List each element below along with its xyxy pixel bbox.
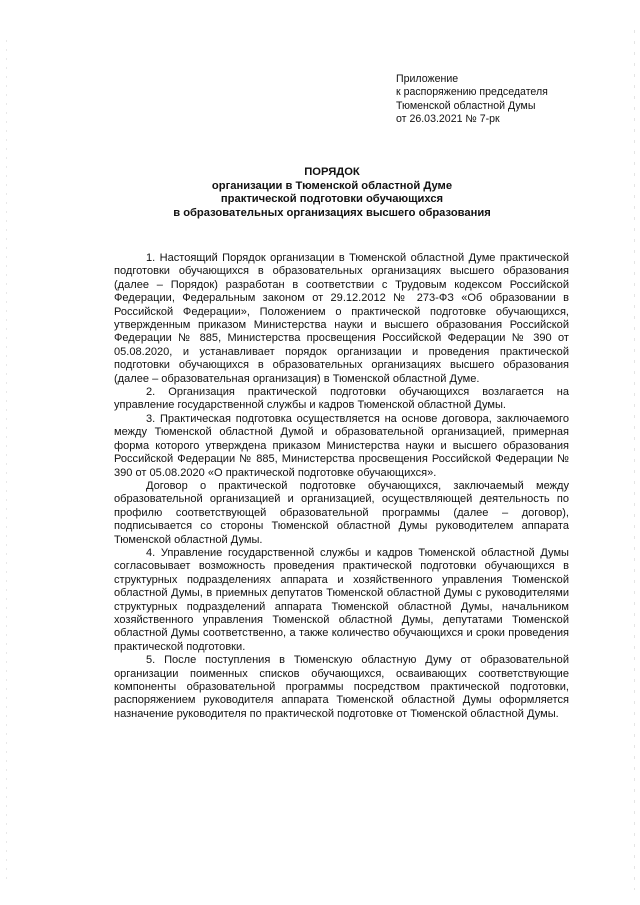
document-title (110, 166, 554, 220)
appendix-date: от 26.03.2021 № 7-рк (396, 113, 500, 126)
appendix-line: Тюменской областной Думы (396, 99, 536, 112)
paragraph-4: 4. Управление государственной службы и кадров Тюменской областной Думы согласовывает возможность проведения практической подготовки обучающихся в структурных подразделениях аппарата и хозяйственного управления Тюменской областной Думы, в приемных депутатов Тюменской областной Думы с руководителями структурных подразделений аппарата Тюменской областной Думы, начальником хозяйственного управления Тюменской областной Думы, депутатами Тюменской областной Думы соответственно, а также количество обучающихся и сроки проведения практической подготовки. (114, 546, 569, 653)
title-line: в образовательных организациях высшего образования (173, 206, 491, 219)
paragraph-contract: Договор о практической подготовке обучающихся, заключаемый между образовательной организацией и организацией, осуществляющей деятельность по профилю соответствующей образовательной программы (далее – договор), подписывается со стороны Тюменской областной Думы руководителем аппарата Тюменской областной Думы. (114, 479, 569, 546)
scan-edge-artifact (6, 40, 7, 880)
paragraph-1: 1. Настоящий Порядок организации в Тюменской областной Думе практической подготовки обучающихся в образовательных организациях высшего образования (далее – Порядок) разработан в соответствии с Трудовым кодексом Российской Федерации, Федеральным законом от 29.12.2012 № 273-ФЗ «Об образовании в Российской Федерации», Положением о практической подготовке обучающихся, утвержденным приказом Министерства науки и высшего образования Российской Федерации № 885, Министерства просвещения Российской Федерации № 390 от 05.08.2020, и устанавливает порядок организации и проведения практической подготовки обучающихся в образовательных организациях высшего образования (далее – образовательная организация) в Тюменской областной Думе. (114, 252, 569, 385)
document-body (114, 252, 569, 721)
title-line: организации в Тюменской областной Думе (211, 179, 453, 192)
paragraph-2: 2. Организация практической подготовки обучающихся возлагается на управление государственной службы и кадров Тюменской областной Думы. (114, 386, 569, 412)
paragraph-3: 3. Практическая подготовка осуществляется на основе договора, заключаемого между Тюменской областной Думой и образовательной организацией, примерная форма которого утверждена приказом Министерства науки и высшего образования Российской Федерации № 885, Министерства просвещения Российской Федерации № 390 от 05.08.2020 «О практической подготовке обучающихся». (114, 412, 569, 479)
title-line: практической подготовки обучающихся (220, 193, 444, 206)
appendix-line: к распоряжению председателя (396, 86, 548, 99)
appendix-line: Приложение (396, 73, 459, 85)
paragraph-5: 5. После поступления в Тюменскую областную Думу от образовательной организации поименных списков обучающихся, осваивающих соответствующие компоненты образовательной программы посредством практической подготовки, распоряжением руководителя аппарата Тюменской областной Думы оформляется назначение руководителя по практической подготовке от Тюменской областной Думы. (114, 654, 569, 720)
title-heading: ПОРЯДОК (304, 166, 360, 178)
scan-edge-artifact (634, 30, 635, 890)
appendix-note (396, 73, 616, 127)
